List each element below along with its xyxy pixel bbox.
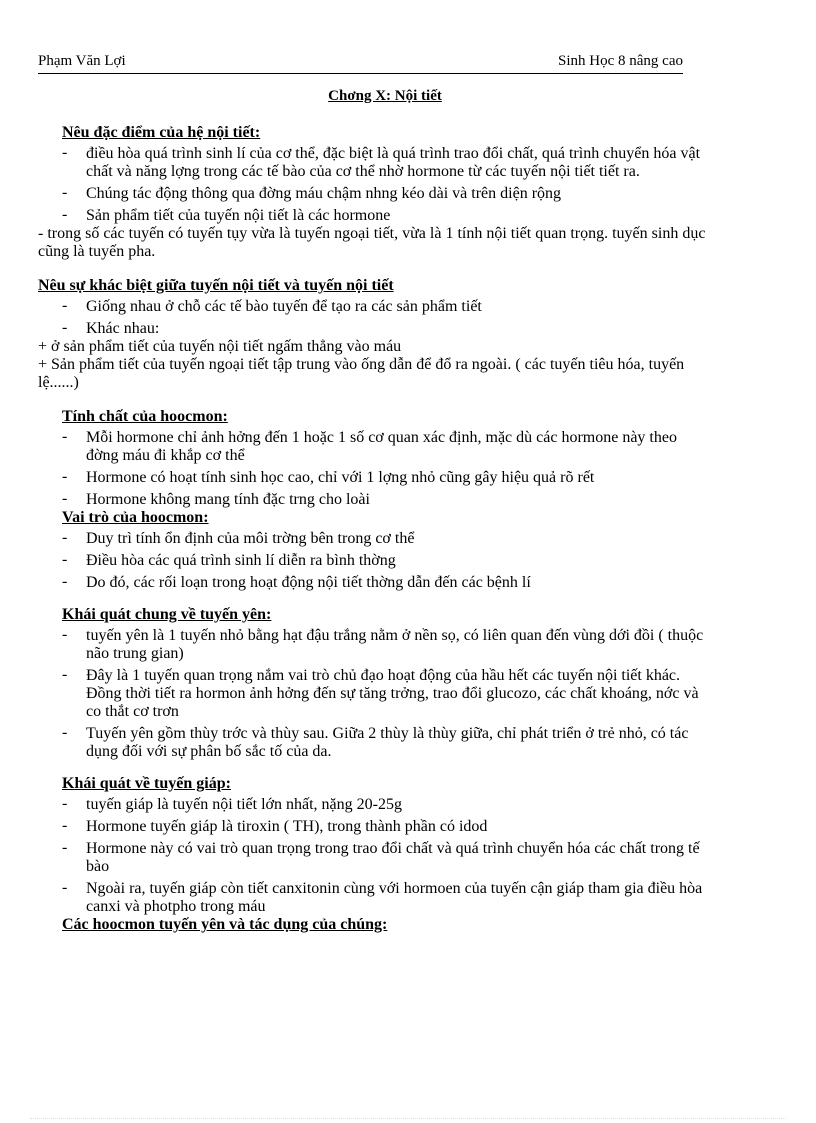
- list-item: - Đây là 1 tuyến quan trọng nắm vai trò chủ đạo hoạt động của hầu hết các tuyến nội tiết khác. Đồng thời tiết ra hormon ảnh hởng đến sự tăng trởng, trao đổi glucozo, các chất khoáng, nớc và co thắt cơ trơn: [62, 667, 712, 721]
- section-gland-differences: [38, 277, 712, 392]
- paragraph: + ở sản phẩm tiết của tuyến nội tiết ngấm thẳng vào máu: [38, 338, 402, 355]
- section-heading: Khái quát chung về tuyến yên:: [62, 606, 272, 623]
- list-item: - tuyến giáp là tuyến nội tiết lớn nhất, nặng 20-25g: [62, 796, 712, 814]
- section-heading: Nêu đặc điểm của hệ nội tiết:: [62, 124, 261, 141]
- page-header: [38, 53, 683, 74]
- section-thyroid-overview: [62, 775, 712, 916]
- section-pituitary-hormones: [62, 916, 712, 934]
- bullet-list: [62, 796, 712, 916]
- list-item: - Điều hòa các quá trình sinh lí diễn ra bình thờng: [62, 552, 712, 570]
- list-item: - Tuyến yên gồm thùy trớc và thùy sau. Giữa 2 thùy là thùy giữa, chỉ phát triển ở trẻ nhỏ, có tác dụng đối với sự phân bố sắc tố của da.: [62, 725, 712, 761]
- chapter-title: Chơng X: Nội tiết: [328, 88, 442, 104]
- bullet-list: [62, 429, 712, 509]
- section-heading: Khái quát về tuyến giáp:: [62, 775, 231, 792]
- document-body: [38, 124, 712, 934]
- bullet-list: [62, 298, 712, 338]
- list-item: - Mỗi hormone chỉ ảnh hởng đến 1 hoặc 1 số cơ quan xác định, mặc dù các hormone này theo đờng máu đi khắp cơ thể: [62, 429, 712, 465]
- author-name: Phạm Văn Lợi: [38, 53, 126, 69]
- list-item: - Hormone có hoạt tính sinh học cao, chỉ với 1 lợng nhỏ cũng gây hiệu quả rõ rết: [62, 469, 712, 487]
- list-item: - Chúng tác động thông qua đờng máu chậm nhng kéo dài và trên diện rộng: [62, 185, 712, 203]
- list-item: - Hormone này có vai trò quan trọng trong trao đổi chất và quá trình chuyển hóa các chất trong tế bào: [62, 840, 712, 876]
- list-item: - Sản phẩm tiết của tuyến nội tiết là các hormone: [62, 207, 712, 225]
- section-endocrine-features: [38, 124, 712, 261]
- list-item: - Do đó, các rối loạn trong hoạt động nội tiết thờng dẫn đến các bệnh lí: [62, 574, 712, 592]
- page-bottom-divider: [30, 1118, 786, 1119]
- paragraph: + Sản phẩm tiết của tuyến ngoại tiết tập trung vào ống dẫn để đổ ra ngoài. ( các tuyến tiêu hóa, tuyến lệ......): [38, 356, 685, 391]
- list-item: - Khác nhau:: [62, 320, 712, 338]
- list-item: - Hormone không mang tính đặc trng cho loài: [62, 491, 712, 509]
- list-item: - Duy trì tính ổn định của môi trờng bên trong cơ thể: [62, 530, 712, 548]
- paragraph: - trong số các tuyến có tuyến tụy vừa là tuyến ngoại tiết, vừa là 1 tính nội tiết quan trọng. tuyến sinh dục cũng là tuyến pha.: [38, 225, 706, 260]
- subject-name: Sinh Học 8 nâng cao: [558, 53, 683, 69]
- list-item: - Giống nhau ở chỗ các tế bào tuyến để tạo ra các sản phẩm tiết: [62, 298, 712, 316]
- bullet-list: [62, 627, 712, 761]
- bullet-list: [62, 530, 712, 592]
- section-heading: Vai trò của hoocmon:: [62, 509, 209, 526]
- section-pituitary-overview: [62, 606, 712, 761]
- section-hormone-roles: [62, 509, 712, 592]
- list-item: - điều hòa quá trình sinh lí của cơ thể, đặc biệt là quá trình trao đổi chất, quá trình chuyển hóa vật chất và năng lợng trong các tế bào của cơ thể nhờ hormone từ các tuyến nội tiết tiết ra.: [62, 145, 712, 181]
- list-item: - tuyến yên là 1 tuyến nhỏ bằng hạt đậu trắng nằm ở nền sọ, có liên quan đến vùng dới đồi ( thuộc não trung gian): [62, 627, 712, 663]
- section-heading: Tính chất của hoocmon:: [62, 408, 228, 425]
- list-item: - Ngoài ra, tuyến giáp còn tiết canxitonin cùng với hormoen của tuyến cận giáp tham gia điều hòa canxi và photpho trong máu: [62, 880, 712, 916]
- bullet-list: [62, 145, 712, 225]
- section-heading: Nêu sự khác biệt giữa tuyến nội tiết và tuyến nội tiết: [38, 277, 394, 294]
- section-heading: Các hoocmon tuyến yên và tác dụng của chúng:: [62, 916, 388, 933]
- list-item: - Hormone tuyến giáp là tiroxin ( TH), trong thành phần có idod: [62, 818, 712, 836]
- section-hormone-properties: [62, 408, 712, 509]
